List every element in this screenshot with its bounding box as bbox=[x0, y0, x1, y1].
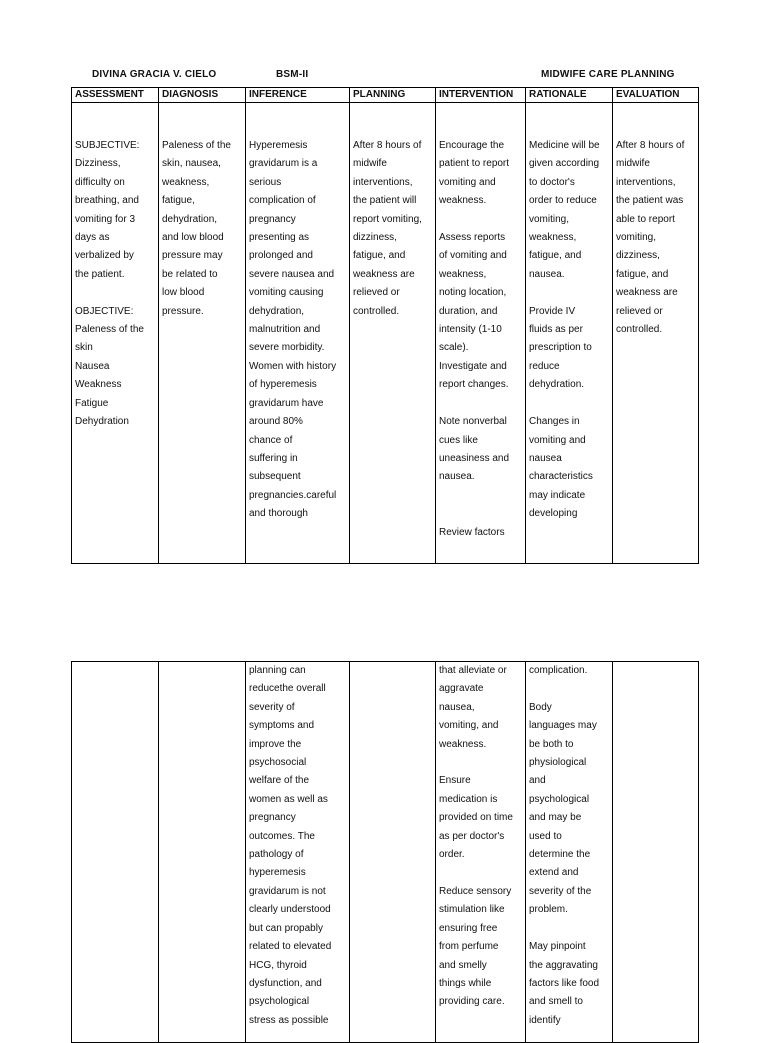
table-header-row bbox=[72, 88, 699, 103]
course-label: BSM-II bbox=[276, 69, 309, 80]
evaluation-cell: After 8 hours of midwife interventions, the patient was able to report vomiting, dizziness, fatigue, and weakness are relieved or controlled. bbox=[613, 103, 699, 564]
care-plan-table-page-1 bbox=[71, 87, 699, 564]
student-name: DIVINA GRACIA V. CIELO bbox=[92, 69, 217, 80]
rationale-cell: Medicine will be given according to doctor's order to reduce vomiting, weakness, fatigue, and nausea. Provide IV fluids as per prescription to reduce dehydration. Changes in vomiting and nausea characteristics may indicate developing bbox=[526, 103, 613, 564]
table-row bbox=[72, 662, 699, 1043]
diagnosis-cell: Paleness of the skin, nausea, weakness, fatigue, dehydration, and low blood pressure may be related to low blood pressure. bbox=[159, 103, 246, 564]
column-header-evaluation: EVALUATION bbox=[613, 88, 699, 103]
rationale-cell: complication. Body languages may be both to physiological and psychological and may be used to determine the extend and severity of the problem. May pinpoint the aggravating factors like food and smell to identify bbox=[526, 662, 613, 1043]
inference-cell: planning can reducethe overall severity of symptoms and improve the psychosocial welfare of the women as well as pregnancy outcomes. The pathology of hyperemesis gravidarum is not clearly understood but can propably related to elevated HCG, thyroid dysfunction, and psychological stress as possible bbox=[246, 662, 350, 1043]
intervention-cell: that alleviate or aggravate nausea, vomiting, and weakness. Ensure medication is provided on time as per doctor's order. Reduce sensory stimulation like ensuring free from perfume and smelly things while providing care. bbox=[436, 662, 526, 1043]
inference-cell: Hyperemesis gravidarum is a serious complication of pregnancy presenting as prolonged and severe nausea and vomiting causing dehydration, malnutrition and severe morbidity. Women with history of hyperemesis gravidarum have around 80% chance of suffering in subsequent pregnancies.careful and thorough bbox=[246, 103, 350, 564]
evaluation-cell bbox=[613, 662, 699, 1043]
planning-cell: After 8 hours of midwife interventions, the patient will report vomiting, dizziness, fatigue, and weakness are relieved or controlled. bbox=[350, 103, 436, 564]
intervention-cell: Encourage the patient to report vomiting and weakness. Assess reports of vomiting and weakness, noting location, duration, and intensity (1-10 scale). Investigate and report changes. Note nonverbal cues like uneasiness and nausea. Review factors bbox=[436, 103, 526, 564]
column-header-planning: PLANNING bbox=[350, 88, 436, 103]
care-plan-table-page-2 bbox=[71, 661, 699, 1043]
column-header-intervention: INTERVENTION bbox=[436, 88, 526, 103]
diagnosis-cell bbox=[159, 662, 246, 1043]
table-row bbox=[72, 103, 699, 564]
assessment-cell: SUBJECTIVE: Dizziness, difficulty on breathing, and vomiting for 3 days as verbalized by the patient. OBJECTIVE: Paleness of the skin Nausea Weakness Fatigue Dehydration bbox=[72, 103, 159, 564]
column-header-assessment: ASSESSMENT bbox=[72, 88, 159, 103]
assessment-cell bbox=[72, 662, 159, 1043]
column-header-diagnosis: DIAGNOSIS bbox=[159, 88, 246, 103]
column-header-rationale: RATIONALE bbox=[526, 88, 613, 103]
column-header-inference: INFERENCE bbox=[246, 88, 350, 103]
document-title: MIDWIFE CARE PLANNING bbox=[541, 69, 675, 80]
planning-cell bbox=[350, 662, 436, 1043]
